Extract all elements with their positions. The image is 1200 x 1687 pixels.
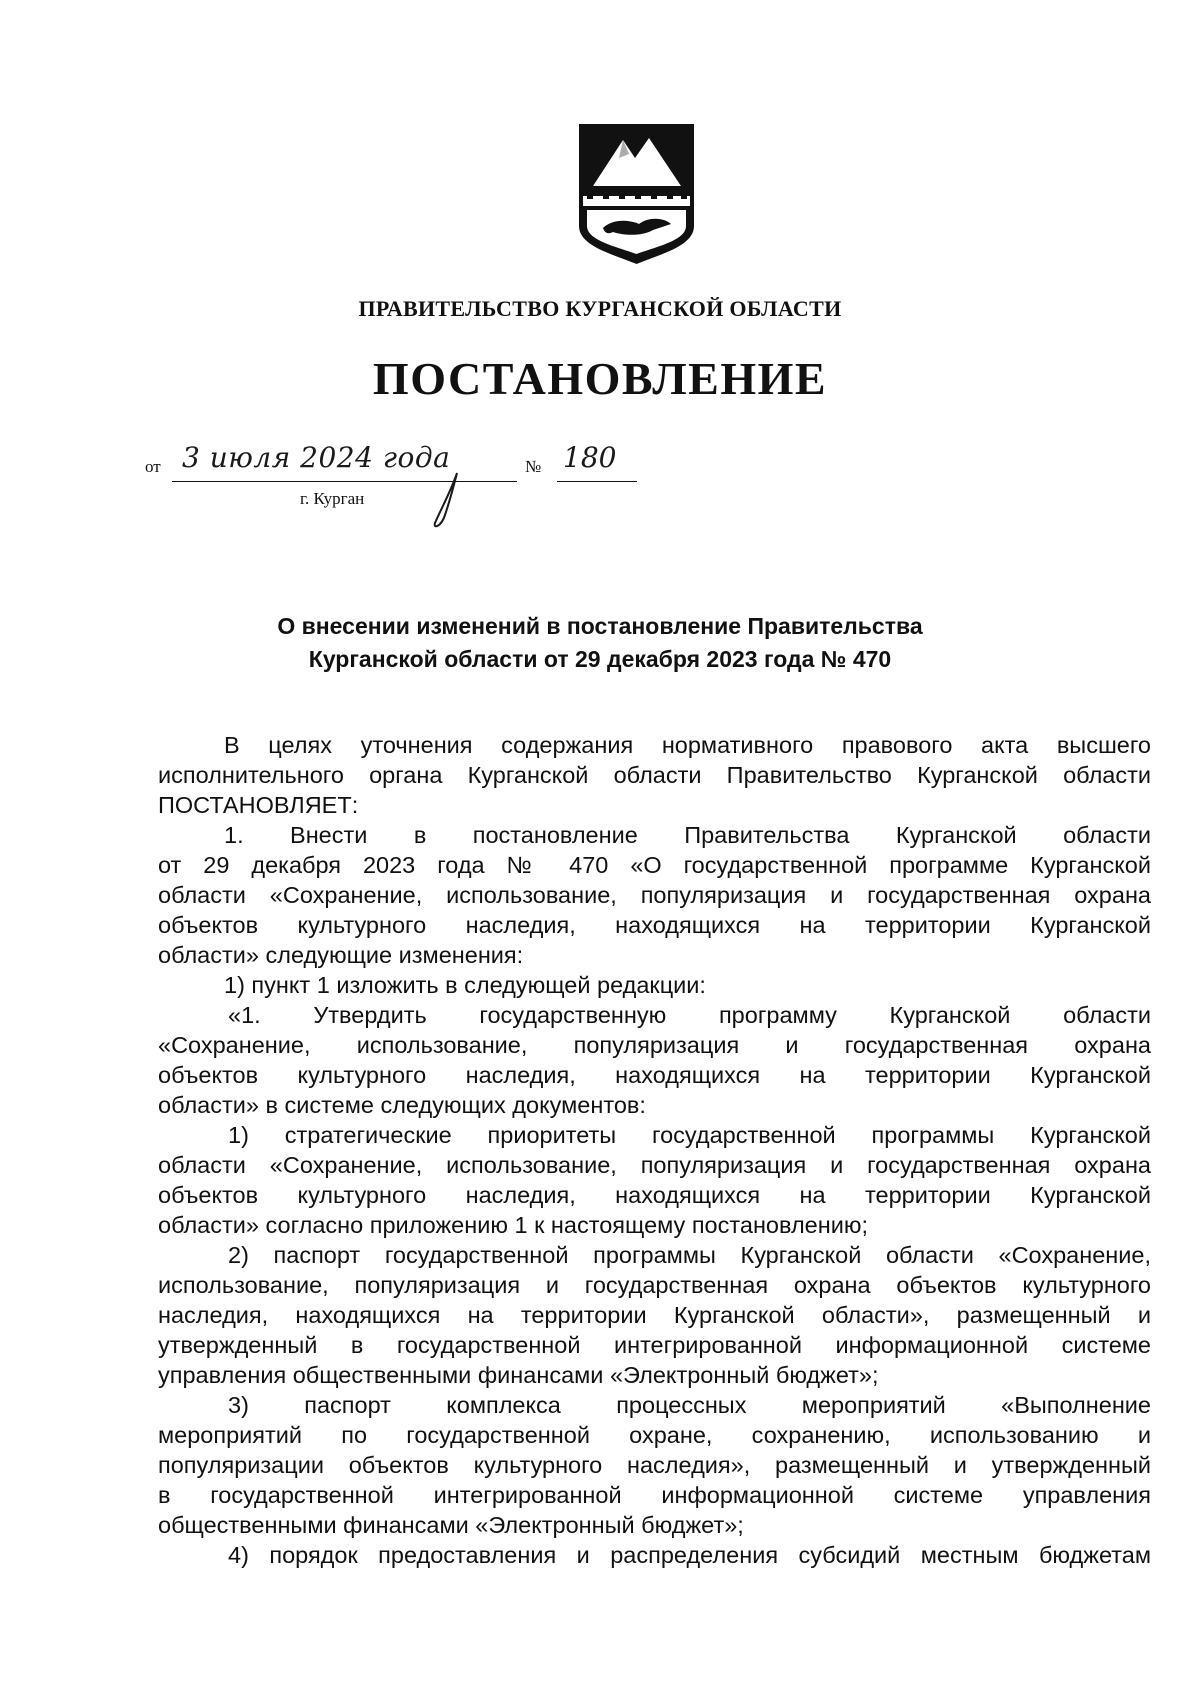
text-line: 2) паспорт государственной программы Курганской области «Сохранение, <box>228 1242 1151 1268</box>
document-number: 180 <box>563 441 617 474</box>
text-line: области «Сохранение, использование, популяризация и государственная охрана <box>158 1152 1151 1178</box>
text-line: ПОСТАНОВЛЯЕТ: <box>158 792 359 818</box>
text-line: 1) стратегические приоритеты государственной программы Курганской <box>228 1122 1151 1148</box>
text-line: в государственной интегрированной информационной системе управления <box>158 1482 1151 1508</box>
date-number-line <box>145 441 665 515</box>
text-line: области» согласно приложению 1 к настоящему постановлению; <box>158 1212 868 1238</box>
document-type: ПОСТАНОВЛЕНИЕ <box>372 353 828 404</box>
document-date: 3 июля 2024 года <box>182 441 451 474</box>
text-line: 1. Внести в постановление Правительства Курганской области <box>224 822 1151 848</box>
document-title <box>150 610 1050 676</box>
text-line: «1. Утвердить государственную программу Курганской области <box>228 1002 1151 1028</box>
text-line: мероприятий по государственной охране, сохранению, использованию и <box>158 1422 1151 1448</box>
text-line: популяризации объектов культурного наследия», размещенный и утвержденный <box>158 1452 1151 1478</box>
text-line: объектов культурного наследия, находящихся на территории Курганской <box>158 1062 1151 1088</box>
text-line: области» в системе следующих документов: <box>158 1092 646 1118</box>
text-line: объектов культурного наследия, находящихся на территории Курганской <box>158 1182 1151 1208</box>
text-line: 3) паспорт комплекса процессных мероприятий «Выполнение <box>228 1392 1151 1418</box>
title-line: Курганской области от 29 декабря 2023 года № 470 <box>308 646 892 672</box>
text-line: В целях уточнения содержания нормативного правового акта высшего <box>224 732 1151 758</box>
text-line: 4) порядок предоставления и распределения субсидий местным бюджетам <box>228 1542 1151 1568</box>
text-line: от 29 декабря 2023 года № 470 «О государственной программе Курганской <box>158 852 1151 878</box>
text-line: объектов культурного наследия, находящихся на территории Курганской <box>158 912 1151 938</box>
text-line: управления общественными финансами «Электронный бюджет»; <box>158 1362 879 1388</box>
text-line: утвержденный в государственной интегрированной информационной системе <box>158 1332 1151 1358</box>
document-body <box>158 730 1151 1570</box>
text-line: области «Сохранение, использование, популяризация и государственная охрана <box>158 882 1151 908</box>
number-label: № <box>525 457 542 476</box>
text-line: наследия, находящихся на территории Курганской области», размещенный и <box>158 1302 1151 1328</box>
text-line: исполнительного органа Курганской области Правительство Курганской области <box>158 762 1151 788</box>
city-name: г. Курган <box>300 489 365 508</box>
title-line: О внесении изменений в постановление Правительства <box>277 613 923 639</box>
text-line: области» следующие изменения: <box>158 942 524 968</box>
date-prefix: от <box>145 457 161 476</box>
coat-of-arms-icon <box>573 118 700 268</box>
organization-name: ПРАВИТЕЛЬСТВО КУРГАНСКОЙ ОБЛАСТИ <box>358 296 842 321</box>
text-line: 1) пункт 1 изложить в следующей редакции: <box>224 972 706 998</box>
text-line: общественными финансами «Электронный бюджет»; <box>158 1512 744 1538</box>
text-line: «Сохранение, использование, популяризация и государственная охрана <box>158 1032 1151 1058</box>
text-line: использование, популяризация и государственная охрана объектов культурного <box>158 1272 1151 1298</box>
number-underline <box>557 481 637 482</box>
handwriting-stroke <box>427 471 467 531</box>
